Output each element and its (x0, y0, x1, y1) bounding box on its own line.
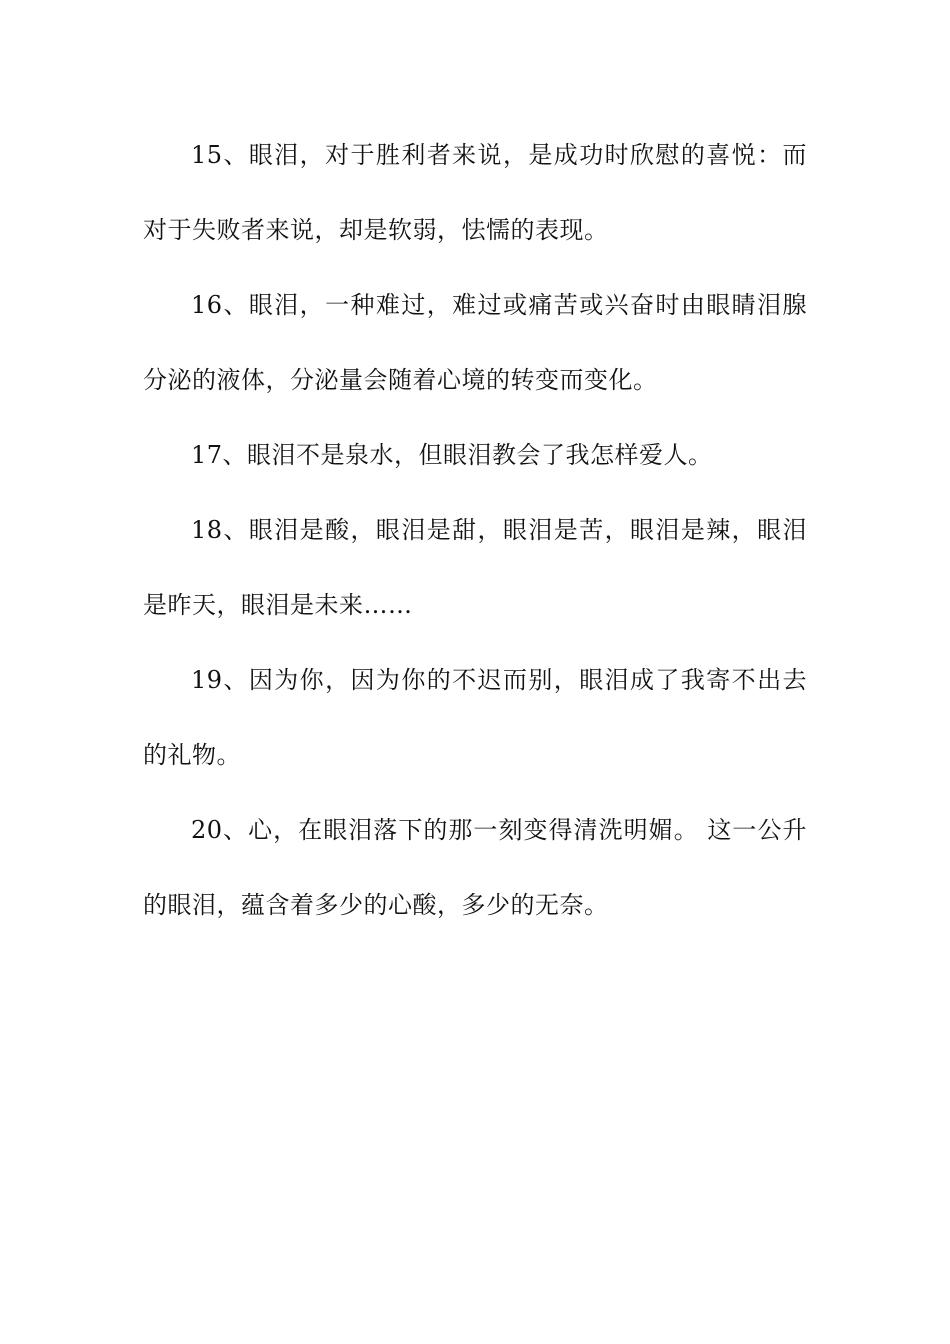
paragraph-15: 15、眼泪，对于胜利者来说，是成功时欣慰的喜悦：而对于失败者来说，却是软弱，怯懦的表现。 (143, 141, 807, 244)
paragraph-16: 16、眼泪，一种难过，难过或痛苦或兴奋时由眼睛泪腺分泌的液体，分泌量会随着心境的转变而变化。 (143, 291, 807, 394)
paragraph-18: 18、眼泪是酸，眼泪是甜，眼泪是苦，眼泪是辣，眼泪是昨天，眼泪是未来…… (143, 516, 807, 619)
document-body (143, 118, 807, 943)
paragraph-20: 20、心，在眼泪落下的那一刻变得清洗明媚。 这一公升的眼泪，蕴含着多少的心酸，多少的无奈。 (143, 816, 807, 919)
paragraph-17: 17、眼泪不是泉水，但眼泪教会了我怎样爱人。 (191, 441, 713, 469)
paragraph-19: 19、因为你，因为你的不迟而别，眼泪成了我寄不出去的礼物。 (143, 666, 807, 769)
